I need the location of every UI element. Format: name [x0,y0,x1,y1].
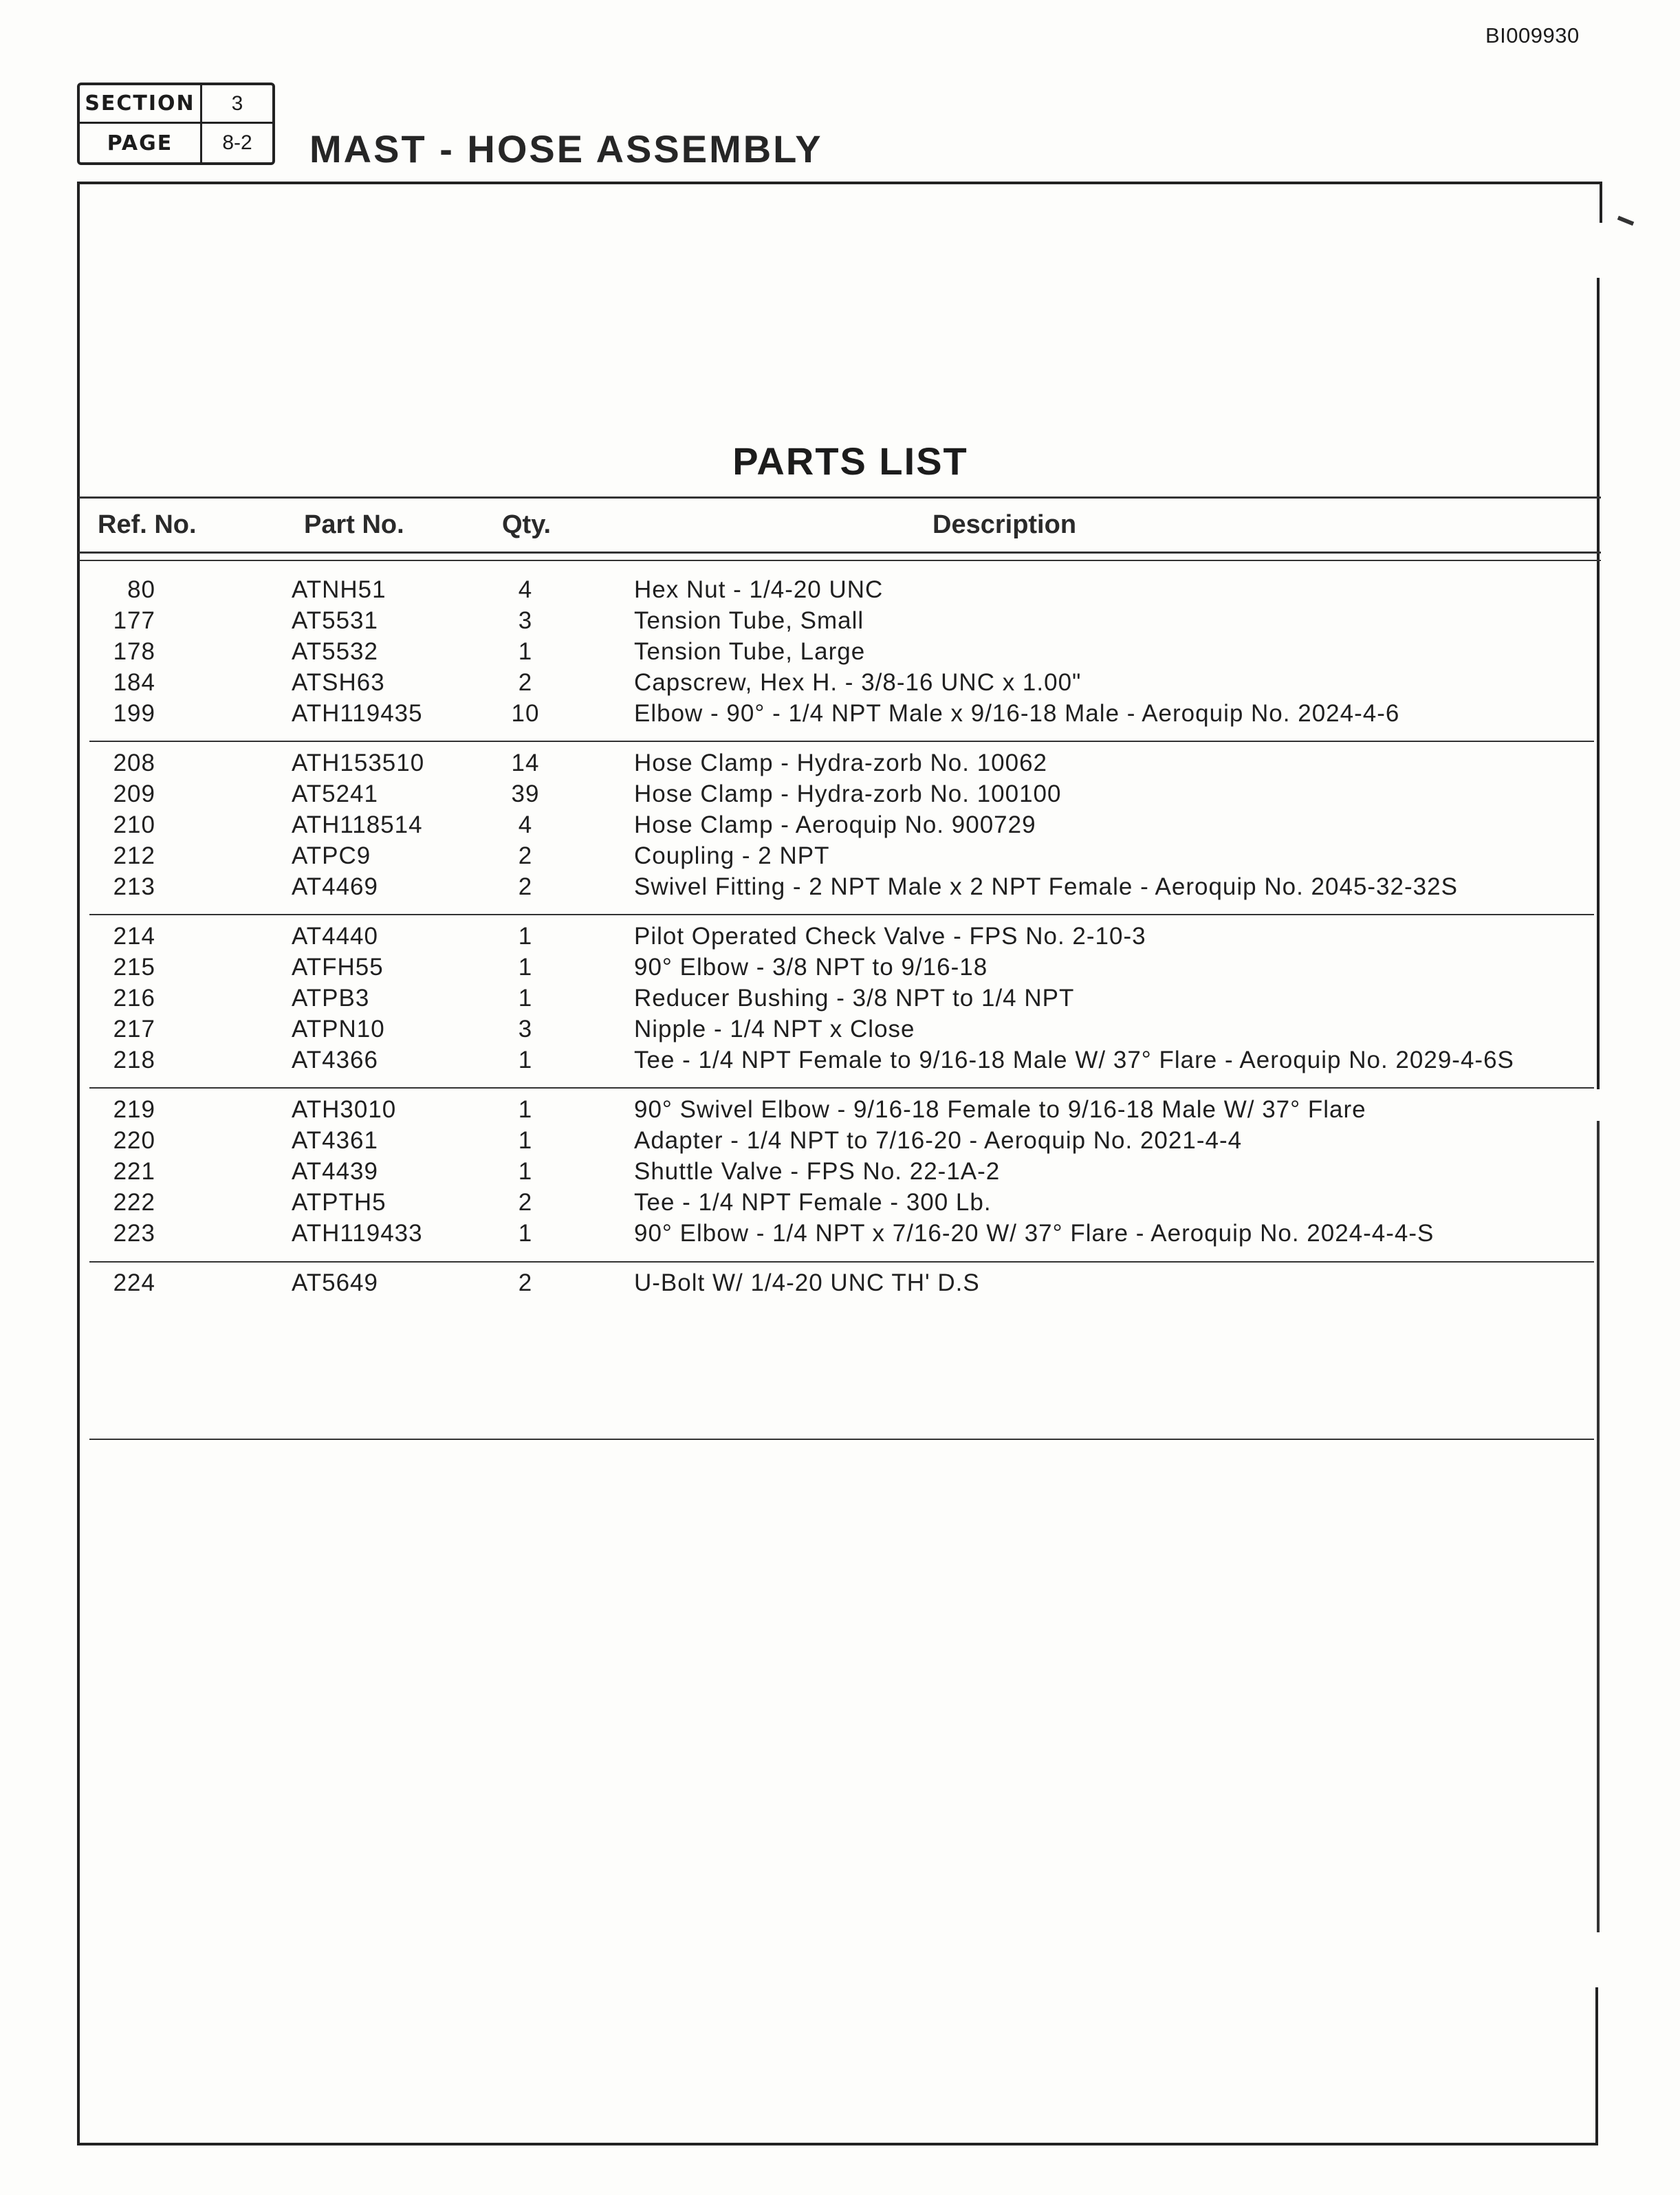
qty-cell: 2 [518,669,533,696]
qty-cell: 1 [518,1096,533,1123]
part-no-cell: AT4439 [292,1158,378,1185]
ref-no-cell: 215 [113,954,155,981]
part-no-cell: ATH119433 [292,1220,423,1247]
part-no-cell: AT5531 [292,607,378,634]
description-cell: Hose Clamp - Hydra-zorb No. 10062 [634,750,1048,776]
description-cell: 90° Elbow - 3/8 NPT to 9/16-18 [634,954,988,981]
part-no-cell: ATFH55 [292,954,384,981]
page-value: 8-2 [222,131,252,154]
description-cell: Tension Tube, Small [634,607,864,634]
ref-no-cell: 220 [113,1127,155,1154]
header-qty: Qty. [502,510,552,539]
description-cell: Pilot Operated Check Valve - FPS No. 2-10-3 [634,923,1146,950]
description-cell: Elbow - 90° - 1/4 NPT Male x 9/16-18 Male - Aeroquip No. 2024-4-6 [634,700,1400,727]
qty-cell: 10 [511,700,540,727]
frame-border-right [1600,182,1602,223]
description-cell: 90° Elbow - 1/4 NPT x 7/16-20 W/ 37° Flare - Aeroquip No. 2024-4-4-S [634,1220,1434,1247]
ref-no-cell: 210 [113,811,155,838]
qty-cell: 1 [518,638,533,665]
description-cell: Coupling - 2 NPT [634,842,830,869]
ref-no-cell: 208 [113,750,155,776]
part-no-cell: AT5532 [292,638,378,665]
description-cell: U-Bolt W/ 1/4-20 UNC TH' D.S [634,1269,980,1296]
qty-cell: 1 [518,1158,533,1185]
description-cell: Tee - 1/4 NPT Female to 9/16-18 Male W/ 37° Flare - Aeroquip No. 2029-4-6S [634,1047,1514,1073]
qty-cell: 1 [518,923,533,950]
qty-cell: 14 [511,750,540,776]
table-rule [78,560,1601,561]
part-no-cell: AT4361 [292,1127,378,1154]
table-rule [78,552,1601,554]
qty-cell: 2 [518,842,533,869]
description-cell: Hose Clamp - Hydra-zorb No. 100100 [634,780,1062,807]
group-divider [89,1261,1594,1263]
qty-cell: 1 [518,1047,533,1073]
part-no-cell: AT4469 [292,873,378,900]
section-value: 3 [202,85,272,124]
ref-no-cell: 221 [113,1158,155,1185]
header-part-no: Part No. [304,510,404,539]
ref-no-cell: 199 [113,700,155,727]
ref-no-cell: 80 [127,576,155,603]
part-no-cell: ATPTH5 [292,1189,386,1216]
ref-no-cell: 224 [113,1269,155,1296]
group-divider [89,1439,1594,1440]
part-no-cell: ATPN10 [292,1016,385,1042]
qty-cell: 3 [518,607,533,634]
description-cell: Capscrew, Hex H. - 3/8-16 UNC x 1.00" [634,669,1082,696]
description-cell: Hose Clamp - Aeroquip No. 900729 [634,811,1036,838]
qty-cell: 2 [518,1269,533,1296]
frame-border-right [1597,278,1600,1089]
qty-cell: 1 [518,1127,533,1154]
qty-cell: 1 [518,985,533,1012]
section-label: SECTION [80,85,202,124]
ref-no-cell: 218 [113,1047,155,1073]
ref-no-cell: 213 [113,873,155,900]
description-cell: Hex Nut - 1/4-20 UNC [634,576,884,603]
table-rule [78,496,1601,499]
document-id: BI009930 [1485,23,1580,47]
ref-no-cell: 222 [113,1189,155,1216]
ref-no-cell: 217 [113,1016,155,1042]
header-ref-no: Ref. No. [98,510,197,539]
page-label: PAGE [80,124,202,162]
qty-cell: 39 [511,780,540,807]
frame-border-bottom [77,2143,1598,2145]
qty-cell: 2 [518,1189,533,1216]
part-no-cell: ATH153510 [292,750,425,776]
part-no-cell: ATH118514 [292,811,423,838]
ref-no-cell: 219 [113,1096,155,1123]
scan-mark [1617,216,1635,226]
ref-no-cell: 223 [113,1220,155,1247]
part-no-cell: ATPC9 [292,842,371,869]
qty-cell: 2 [518,873,533,900]
part-no-cell: ATH119435 [292,700,423,727]
ref-no-cell: 212 [113,842,155,869]
part-no-cell: AT5241 [292,780,378,807]
qty-cell: 3 [518,1016,533,1042]
description-cell: Tension Tube, Large [634,638,866,665]
frame-border-right [1597,1121,1600,1932]
group-divider [89,1087,1594,1089]
part-no-cell: ATSH63 [292,669,385,696]
description-cell: Shuttle Valve - FPS No. 22-1A-2 [634,1158,1001,1185]
part-no-cell: ATPB3 [292,985,370,1012]
group-divider [89,741,1594,742]
description-cell: Reducer Bushing - 3/8 NPT to 1/4 NPT [634,985,1075,1012]
part-no-cell: AT4366 [292,1047,378,1073]
part-no-cell: ATNH51 [292,576,386,603]
part-no-cell: AT5649 [292,1269,378,1296]
qty-cell: 1 [518,1220,533,1247]
qty-cell: 4 [518,811,533,838]
ref-no-cell: 214 [113,923,155,950]
ref-no-cell: 184 [113,669,155,696]
qty-cell: 1 [518,954,533,981]
frame-border-right [1595,1987,1598,2145]
section-page-box [77,83,275,165]
parts-list-title: PARTS LIST [732,439,968,483]
description-cell: Nipple - 1/4 NPT x Close [634,1016,915,1042]
frame-border-top [77,182,1602,184]
ref-no-cell: 209 [113,780,155,807]
ref-no-cell: 178 [113,638,155,665]
description-cell: Swivel Fitting - 2 NPT Male x 2 NPT Female - Aeroquip No. 2045-32-32S [634,873,1458,900]
ref-no-cell: 216 [113,985,155,1012]
description-cell: 90° Swivel Elbow - 9/16-18 Female to 9/16-18 Male W/ 37° Flare [634,1096,1366,1123]
page-title: MAST - HOSE ASSEMBLY [309,127,823,171]
header-description: Description [932,510,1077,539]
description-cell: Tee - 1/4 NPT Female - 300 Lb. [634,1189,992,1216]
qty-cell: 4 [518,576,533,603]
ref-no-cell: 177 [113,607,155,634]
group-divider [89,914,1594,915]
description-cell: Adapter - 1/4 NPT to 7/16-20 - Aeroquip No. 2021-4-4 [634,1127,1243,1154]
part-no-cell: AT4440 [292,923,378,950]
part-no-cell: ATH3010 [292,1096,397,1123]
